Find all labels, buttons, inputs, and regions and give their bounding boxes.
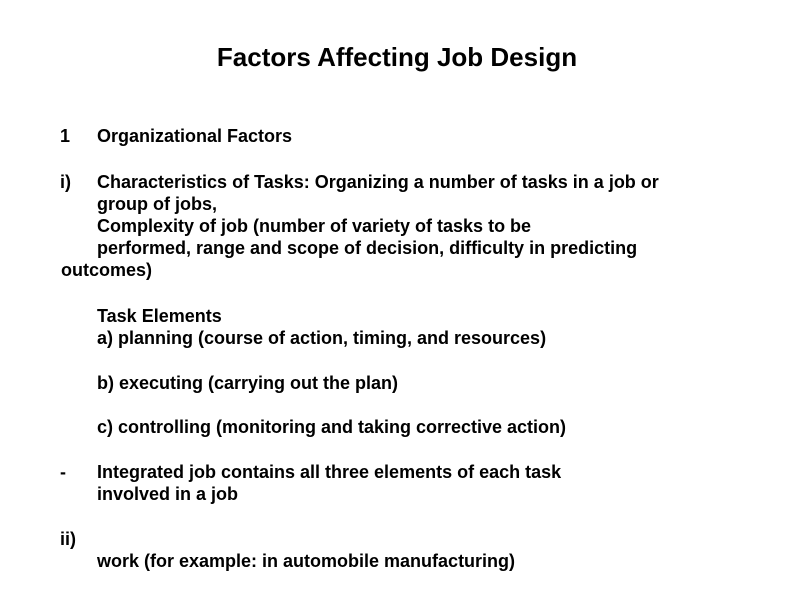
item-i-marker: i)	[60, 172, 71, 192]
bullet-line-2: involved in a job	[97, 484, 239, 504]
item-ii-line-1: work (for example: in automobile manufacturing)	[97, 551, 516, 571]
bullet-line-1: Integrated job contains all three elements of each task	[97, 462, 562, 482]
bullet-marker: -	[60, 462, 66, 482]
section-number: 1	[60, 126, 71, 146]
item-i-line-4: performed, range and scope of decision, difficulty in predicting	[97, 238, 638, 258]
task-element-b: b) executing (carrying out the plan)	[97, 373, 399, 393]
task-element-c: c) controlling (monitoring and taking corrective action)	[97, 417, 567, 437]
item-ii-marker: ii)	[60, 529, 76, 549]
slide-title: Factors Affecting Job Design	[216, 42, 578, 72]
item-i-line-3: Complexity of job (number of variety of tasks to be	[97, 216, 532, 236]
task-elements-heading: Task Elements	[97, 306, 222, 326]
item-i-line-2: group of jobs,	[97, 194, 217, 214]
section-heading: Organizational Factors	[97, 126, 293, 146]
item-i-line-5: outcomes)	[61, 260, 153, 280]
item-i-line-1: Characteristics of Tasks: Organizing a number of tasks in a job or	[97, 172, 659, 192]
task-element-a: a) planning (course of action, timing, and resources)	[97, 328, 547, 348]
